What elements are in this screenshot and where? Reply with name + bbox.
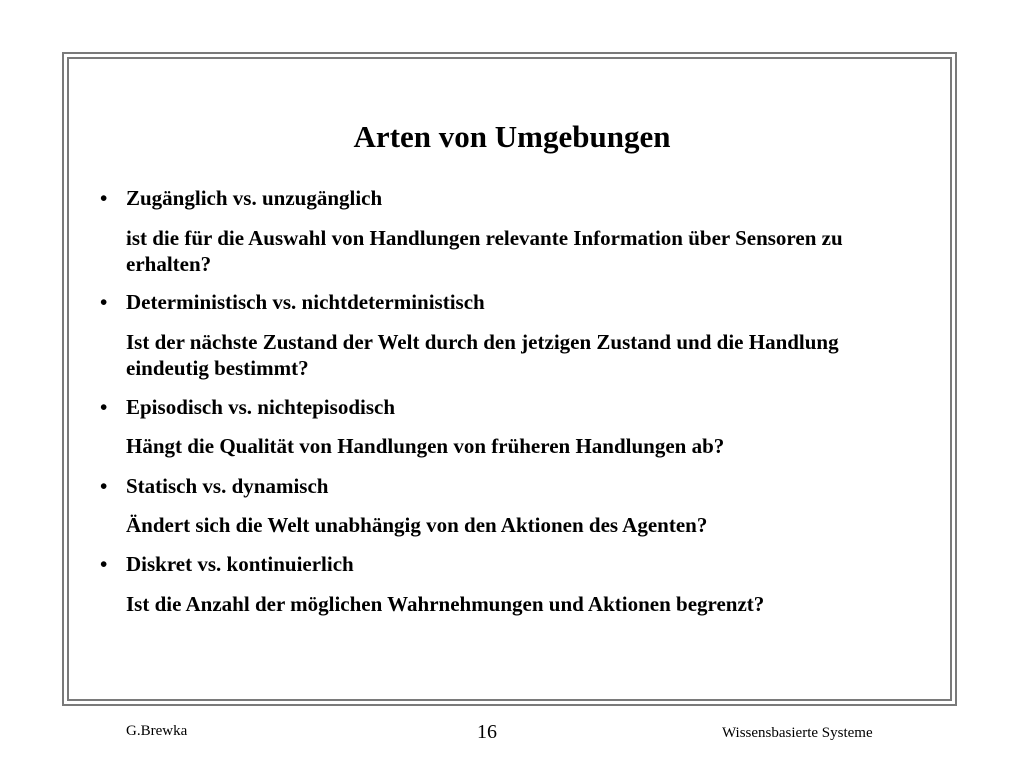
bullet-item-heading bbox=[100, 551, 354, 577]
page-number: 16 bbox=[477, 721, 497, 743]
bullet-item-body: Ist die Anzahl der möglichen Wahrnehmungen und Aktionen begrenzt? bbox=[126, 592, 765, 616]
bullet-heading-text: Deterministisch vs. nichtdeterministisch bbox=[126, 290, 485, 314]
bullet-icon: • bbox=[100, 552, 108, 576]
footer-author: G.Brewka bbox=[126, 723, 188, 739]
bullet-icon: • bbox=[100, 395, 108, 419]
bullet-item-heading bbox=[100, 289, 485, 315]
bullet-item-body: Hängt die Qualität von Handlungen von früheren Handlungen ab? bbox=[126, 434, 725, 458]
bullet-heading-text: Diskret vs. kontinuierlich bbox=[126, 552, 354, 576]
bullet-item-heading bbox=[100, 473, 328, 499]
bullet-heading-text: Episodisch vs. nichtepisodisch bbox=[126, 395, 396, 419]
bullet-item-body: Ändert sich die Welt unabhängig von den Aktionen des Agenten? bbox=[126, 513, 708, 537]
footer-course: Wissensbasierte Systeme bbox=[722, 725, 873, 741]
bullet-icon: • bbox=[100, 186, 108, 210]
bullet-item-heading bbox=[100, 394, 395, 420]
bullet-icon: • bbox=[100, 474, 108, 498]
bullet-item-body: ist die für die Auswahl von Handlungen relevante Information über Sensoren zu erhalten? bbox=[126, 226, 843, 276]
bullet-heading-text: Statisch vs. dynamisch bbox=[126, 474, 329, 498]
bullet-item-body: Ist der nächste Zustand der Welt durch den jetzigen Zustand und die Handlung eindeutig bestimmt? bbox=[126, 330, 839, 380]
bullet-item-heading bbox=[100, 185, 382, 211]
bullet-heading-text: Zugänglich vs. unzugänglich bbox=[126, 186, 383, 210]
bullet-icon: • bbox=[100, 290, 108, 314]
slide-title: Arten von Umgebungen bbox=[353, 119, 671, 154]
